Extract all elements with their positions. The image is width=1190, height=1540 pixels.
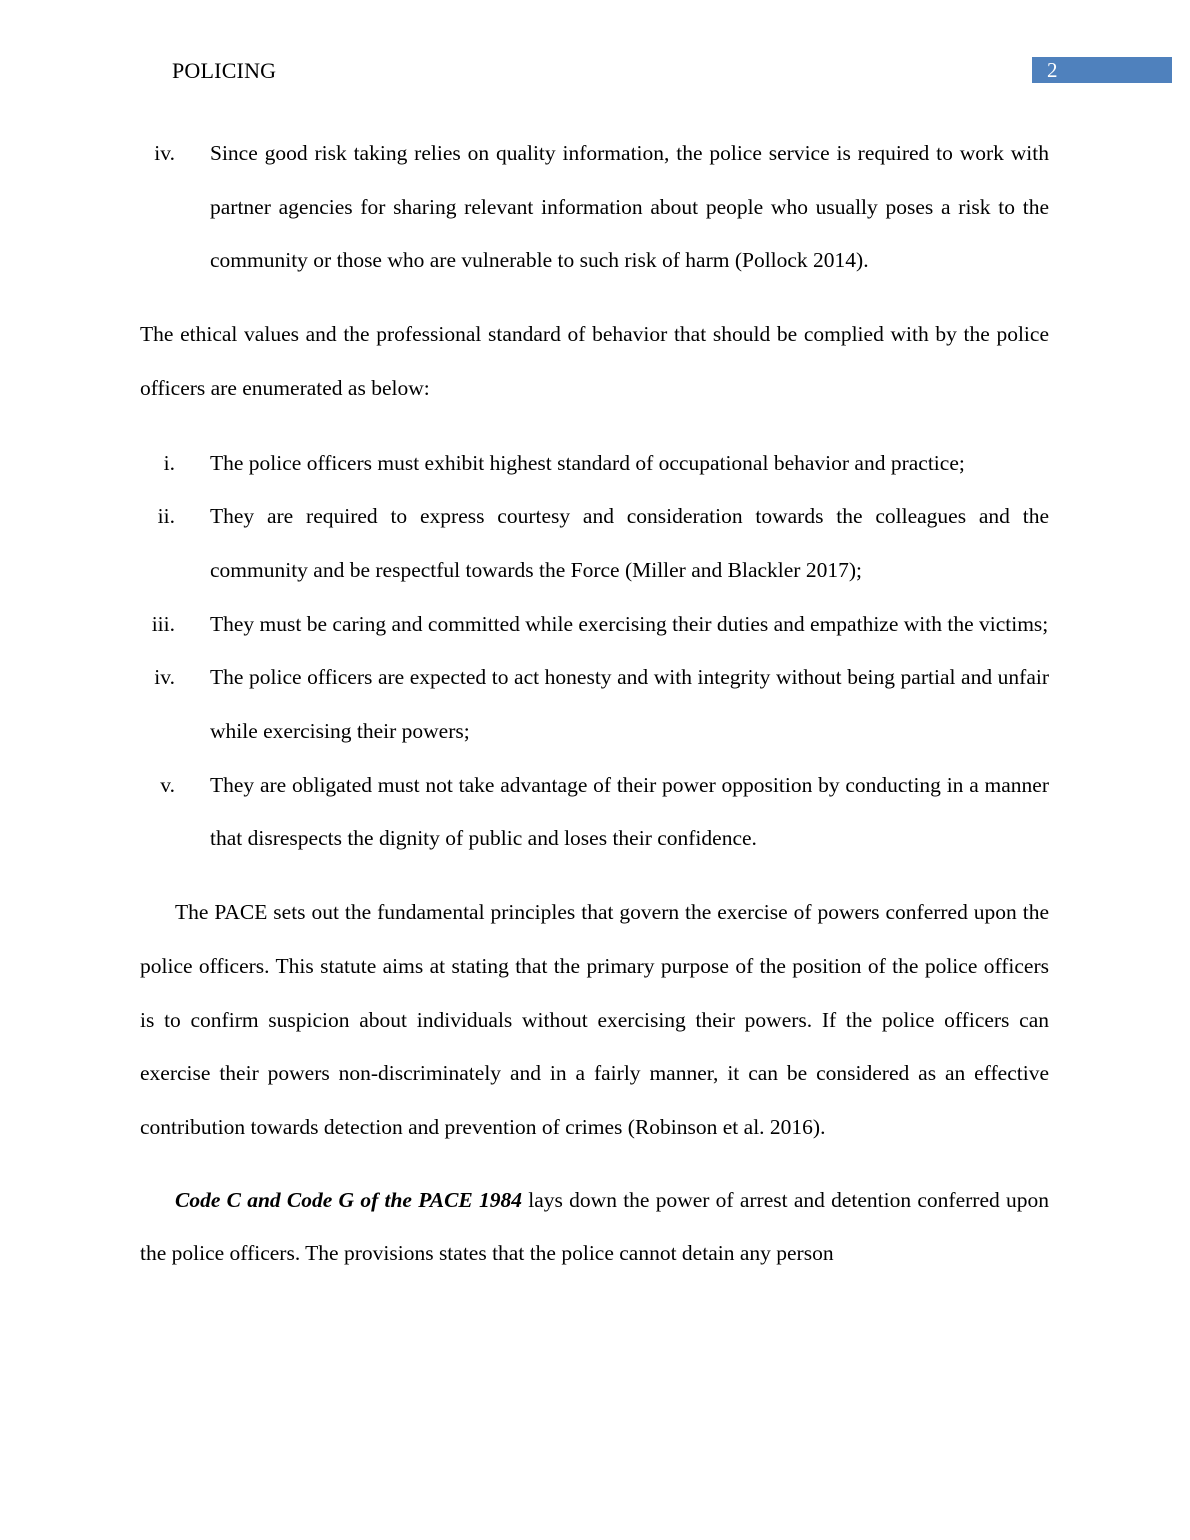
paragraph-ethical-values-intro: The ethical values and the professional standard of behavior that should be complied with by the police officers are enumerated as below: [140, 322, 1049, 400]
list-item [140, 490, 1049, 597]
list-item-text: They are obligated must not take advantage of their power opposition by conducting in a manner that disrespects the dignity of public and loses their confidence. [210, 772, 1049, 851]
code-emphasis: Code C and Code G of the PACE 1984 [175, 1187, 523, 1212]
list-item-text: They are required to express courtesy and consideration towards the colleagues and the community and be respectful towards the Force (Miller and Blackler 2017); [210, 504, 1049, 582]
list-item [140, 759, 1049, 866]
list-marker: i. [163, 450, 175, 475]
list-item-text: They must be caring and committed while exercising their duties and empathize with the victims; [210, 611, 1049, 636]
list-marker: iv. [154, 141, 175, 165]
document-body [140, 127, 1049, 1281]
page-number: 2 [1047, 58, 1058, 82]
list-marker: iii. [151, 611, 175, 636]
list-item-text: Since good risk taking relies on quality information, the police service is required to work with partner agencies for sharing relevant information about people who usually poses a risk to the community or those who are vulnerable to such risk of harm (Pollock 2014). [210, 141, 1049, 273]
list-item [140, 598, 1049, 652]
page-number-badge [1032, 57, 1172, 83]
list-item-text: The police officers must exhibit highest standard of occupational behavior and practice; [210, 450, 965, 475]
list-item [140, 437, 1049, 491]
list-marker: v. [160, 772, 175, 797]
list-ethical-standards [140, 437, 1049, 867]
paragraph-pace-codes [140, 1174, 1049, 1281]
paragraph-code-text: lays down the power of arrest and detention conferred upon the police officers. The provisions states that the police cannot detain any person [140, 1187, 1049, 1266]
paragraph-pace-principles: The PACE sets out the fundamental principles that govern the exercise of powers conferred upon the police officers. This statute aims at stating that the primary purpose of the position of the police officers is to confirm suspicion about individuals without exercising their powers. If the police officers can exercise their powers non-discriminately and in a fairly manner, it can be considered as an effective contribution towards detection and prevention of crimes (Robinson et al. 2016). [140, 900, 1049, 1139]
list-marker: ii. [157, 504, 175, 529]
list-marker: iv. [154, 665, 175, 690]
list-item [140, 127, 1049, 288]
running-header-title: POLICING [172, 58, 277, 83]
list-data-sharing [140, 127, 1049, 288]
list-item-text: The police officers are expected to act honesty and with integrity without being partial and unfair while exercising their powers; [210, 665, 1049, 744]
list-item [140, 651, 1049, 758]
